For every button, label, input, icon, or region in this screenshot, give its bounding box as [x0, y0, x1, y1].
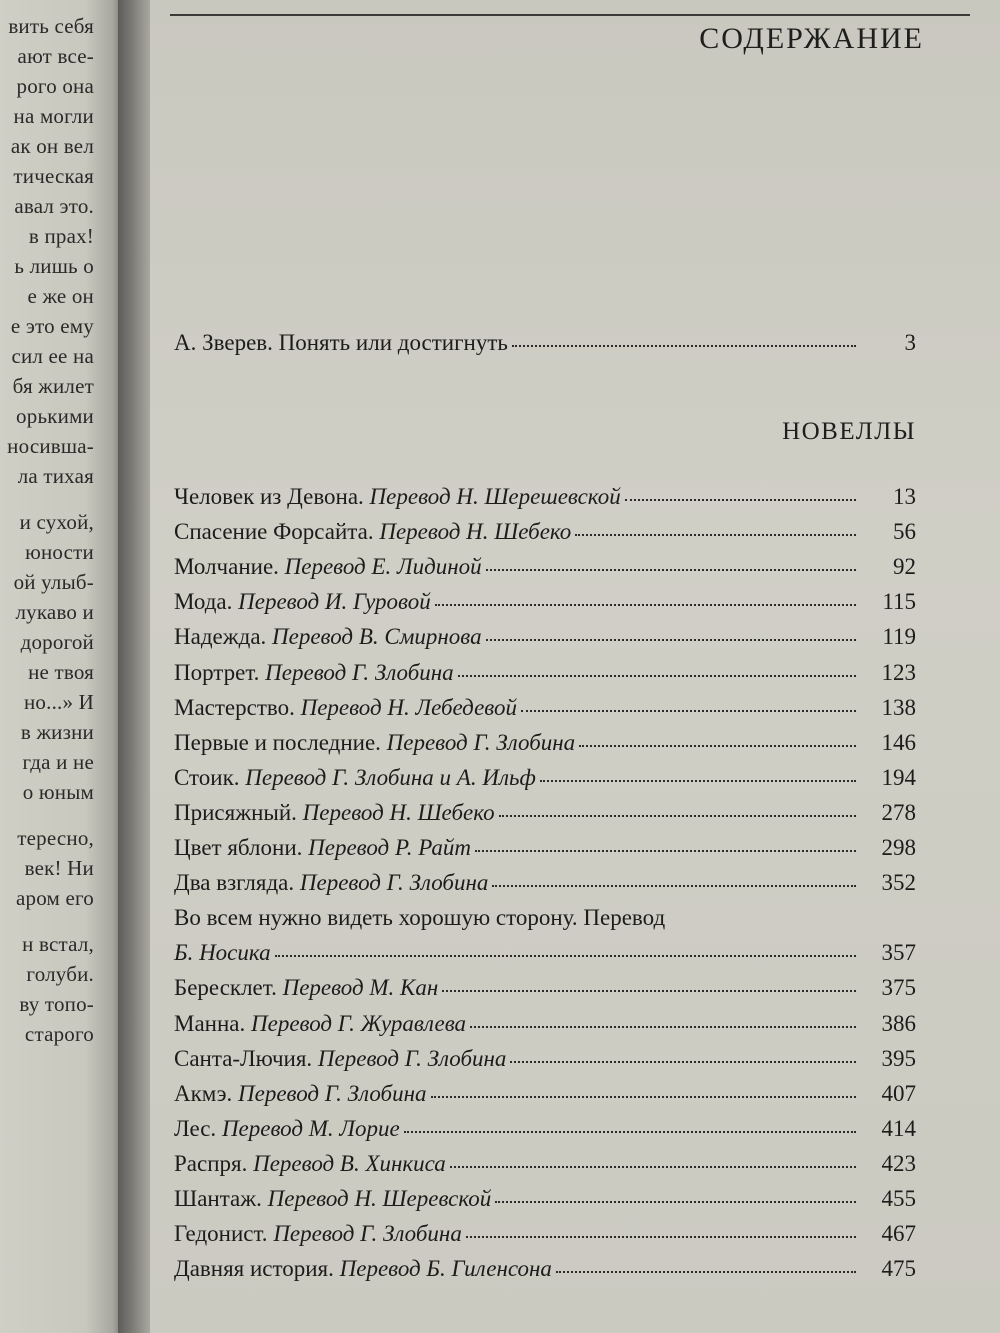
page-number: 414	[881, 1116, 916, 1141]
entry-title: Мода.	[174, 589, 233, 614]
entry-title: Спасение Форсайта.	[174, 519, 374, 544]
entry-translator: Перевод В. Смирнова	[272, 624, 482, 649]
toc-entry[interactable]	[174, 484, 916, 514]
page-number: 455	[881, 1186, 916, 1211]
entry-translator: Перевод Н. Шебеко	[302, 800, 495, 825]
page-number: 146	[881, 730, 916, 755]
dot-leader	[404, 1129, 856, 1133]
left-page-text-line: ь лишь о	[14, 254, 94, 278]
page-number: 278	[881, 800, 916, 825]
contents-page	[150, 0, 1000, 1333]
left-page-text-line: тересно,	[17, 826, 94, 850]
dot-leader	[575, 532, 856, 536]
dot-leader	[499, 813, 856, 817]
entry-translator: Перевод Г. Злобина	[238, 1081, 427, 1106]
entry-title: Во всем нужно видеть хорошую сторону.	[174, 905, 578, 930]
entry-title: Шантаж.	[174, 1186, 262, 1211]
entry-title: Лес.	[174, 1116, 217, 1141]
top-rule	[170, 14, 970, 16]
toc-entry[interactable]	[174, 835, 916, 865]
entry-title: Мастерство.	[174, 695, 295, 720]
dot-leader	[540, 778, 856, 782]
left-page-text-line: ву топо-	[19, 992, 94, 1016]
dot-leader	[431, 1094, 856, 1098]
page-number: 423	[881, 1151, 916, 1176]
entry-translator: Перевод Р. Райт	[308, 835, 471, 860]
entry-translator: Перевод Г. Злобина	[317, 1046, 507, 1071]
entry-translator: Перевод В. Хинкиса	[253, 1151, 446, 1176]
entry-translator: Перевод М. Лорие	[221, 1116, 400, 1141]
entry-translator: Перевод	[583, 905, 666, 930]
entry-translator: Перевод И. Гуровой	[238, 589, 431, 614]
left-page-text-line: е это ему	[10, 314, 94, 338]
page-number: 3	[904, 330, 916, 355]
left-page-text-line: в жизни	[20, 720, 94, 744]
dot-leader	[466, 1234, 856, 1238]
left-page-text-line: носивша-	[7, 434, 94, 458]
entry-translator-cont: Б. Носика	[174, 940, 271, 965]
entry-title: Акмэ.	[174, 1081, 233, 1106]
page-number: 386	[881, 1011, 916, 1036]
toc-entry[interactable]	[174, 1011, 916, 1041]
toc-entry[interactable]	[174, 765, 916, 795]
toc-entry[interactable]	[174, 660, 916, 690]
toc-entry[interactable]	[174, 1116, 916, 1146]
left-page-text-line: ой улыб-	[13, 570, 94, 594]
toc-entry-text: А. Зверев. Понять или достигнуть	[174, 330, 508, 355]
entry-translator: Перевод Н. Шебеко	[379, 519, 572, 544]
left-page-text-line: юности	[25, 540, 94, 564]
page-number: 13	[893, 484, 916, 509]
page-number: 475	[881, 1256, 916, 1281]
toc-entry-continuation[interactable]	[174, 940, 916, 970]
left-page-text-line: вить себя	[8, 14, 94, 38]
page-number: 298	[881, 835, 916, 860]
entry-translator: Перевод Г. Журавлева	[251, 1011, 467, 1036]
toc-entry[interactable]	[174, 1186, 916, 1216]
left-page-text-line: старого	[24, 1022, 94, 1046]
left-page-text-line: ак он вел	[10, 134, 94, 158]
dot-leader	[435, 602, 856, 606]
dot-leader	[556, 1269, 856, 1273]
entry-translator: Перевод Г. Злобина и А. Ильф	[245, 765, 536, 790]
toc-entry[interactable]	[174, 1046, 916, 1076]
entry-title: Санта-Лючия.	[174, 1046, 313, 1071]
left-page-text-line: рого она	[16, 74, 94, 98]
entry-translator: Перевод Б. Гиленсона	[339, 1256, 552, 1281]
entry-title: Гедонист.	[174, 1221, 268, 1246]
toc-entry[interactable]	[174, 1221, 916, 1251]
section-heading: НОВЕЛЛЫ	[782, 418, 916, 445]
entry-title: Цвет яблони.	[174, 835, 303, 860]
toc-entry-first-line[interactable]	[174, 905, 665, 931]
entry-title: Манна.	[174, 1011, 246, 1036]
left-page-text-line: бя жилет	[12, 374, 94, 398]
dot-leader	[450, 1164, 856, 1168]
left-page-text-line: и сухой,	[19, 510, 94, 534]
entry-translator: Перевод Е. Лидиной	[284, 554, 482, 579]
left-page-text-line: аром его	[16, 886, 94, 910]
toc-entry-intro[interactable]	[174, 330, 916, 360]
entry-title: Первые и последние.	[174, 730, 381, 755]
page-number: 395	[881, 1046, 916, 1071]
toc-entry[interactable]	[174, 695, 916, 725]
page-number: 357	[881, 940, 916, 965]
toc-entry[interactable]	[174, 1151, 916, 1181]
toc-entry[interactable]	[174, 730, 916, 760]
left-page-text-line: на могли	[13, 104, 94, 128]
entry-translator: Перевод Г. Злобина	[386, 730, 576, 755]
left-page-text-line: ла тихая	[17, 464, 94, 488]
page-number: 467	[881, 1221, 916, 1246]
entry-title: Молчание.	[174, 554, 279, 579]
entry-title: Давняя история.	[174, 1256, 334, 1281]
dot-leader	[470, 1024, 856, 1028]
entry-title: Портрет.	[174, 660, 260, 685]
toc-entry[interactable]	[174, 975, 916, 1005]
entry-translator: Перевод Н. Лебедевой	[300, 695, 517, 720]
dot-leader	[521, 708, 856, 712]
entry-translator: Перевод Н. Шеревской	[267, 1186, 492, 1211]
dot-leader	[510, 1059, 856, 1063]
page-number: 407	[881, 1081, 916, 1106]
entry-title: Человек из Девона.	[174, 484, 364, 509]
page-number: 119	[882, 624, 916, 649]
entry-translator: Перевод Г. Злобина	[299, 870, 489, 895]
left-page-text-line: н встал,	[22, 932, 94, 956]
dot-leader	[442, 988, 856, 992]
facing-page-left	[0, 0, 122, 1333]
entry-title: Присяжный.	[174, 800, 297, 825]
contents-heading: СОДЕРЖАНИЕ	[699, 22, 924, 55]
toc-entry[interactable]	[174, 519, 916, 549]
entry-title: Распря.	[174, 1151, 248, 1176]
entry-title: Два взгляда.	[174, 870, 295, 895]
entry-title: Надежда.	[174, 624, 267, 649]
page-number: 194	[881, 765, 916, 790]
page-number: 375	[881, 975, 916, 1000]
page-number: 138	[881, 695, 916, 720]
toc-entry[interactable]	[174, 554, 916, 584]
entry-translator: Перевод М. Кан	[282, 975, 439, 1000]
dot-leader	[495, 1199, 856, 1203]
left-page-text-line: но...» И	[23, 690, 94, 714]
page-number: 123	[881, 660, 916, 685]
entry-title: Бересклет.	[174, 975, 277, 1000]
left-page-text-line: тическая	[13, 164, 94, 188]
left-page-text-line: в прах!	[28, 224, 94, 248]
dot-leader	[625, 497, 856, 501]
toc-entry[interactable]	[174, 1081, 916, 1111]
dot-leader	[275, 953, 856, 957]
page-number: 352	[881, 870, 916, 895]
entry-title: Стоик.	[174, 765, 240, 790]
left-page-text-line: о юным	[22, 780, 94, 804]
dot-leader	[458, 673, 856, 677]
dot-leader	[492, 883, 856, 887]
left-page-text-line: ают все-	[17, 44, 94, 68]
page-number: 115	[882, 589, 916, 614]
left-page-text-line: дорогой	[20, 630, 94, 654]
toc-entry[interactable]	[174, 624, 916, 654]
left-page-text-line: лукаво и	[15, 600, 94, 624]
left-page-text-line: авал это.	[14, 194, 94, 218]
page-number: 92	[893, 554, 916, 579]
left-page-text-line: век! Ни	[24, 856, 94, 880]
toc-entry[interactable]	[174, 800, 916, 830]
entry-translator: Перевод Г. Злобина	[265, 660, 454, 685]
dot-leader	[486, 567, 856, 571]
left-page-text-line: гда и не	[22, 750, 94, 774]
left-page-text-line: не твоя	[28, 660, 94, 684]
dot-leader	[475, 848, 856, 852]
entry-translator: Перевод Г. Злобина	[273, 1221, 462, 1246]
dot-leader	[579, 743, 856, 747]
left-page-text-line: сил ее на	[11, 344, 94, 368]
page-number: 56	[893, 519, 916, 544]
left-page-text-line: е же он	[27, 284, 94, 308]
toc-entry[interactable]	[174, 1256, 916, 1286]
toc-entry[interactable]	[174, 589, 916, 619]
left-page-text-line: орькими	[16, 404, 94, 428]
toc-entry[interactable]	[174, 870, 916, 900]
dot-leader	[486, 637, 856, 641]
left-page-text-line: голуби.	[26, 962, 94, 986]
entry-translator: Перевод Н. Шерешевской	[369, 484, 621, 509]
dot-leader	[512, 343, 856, 347]
